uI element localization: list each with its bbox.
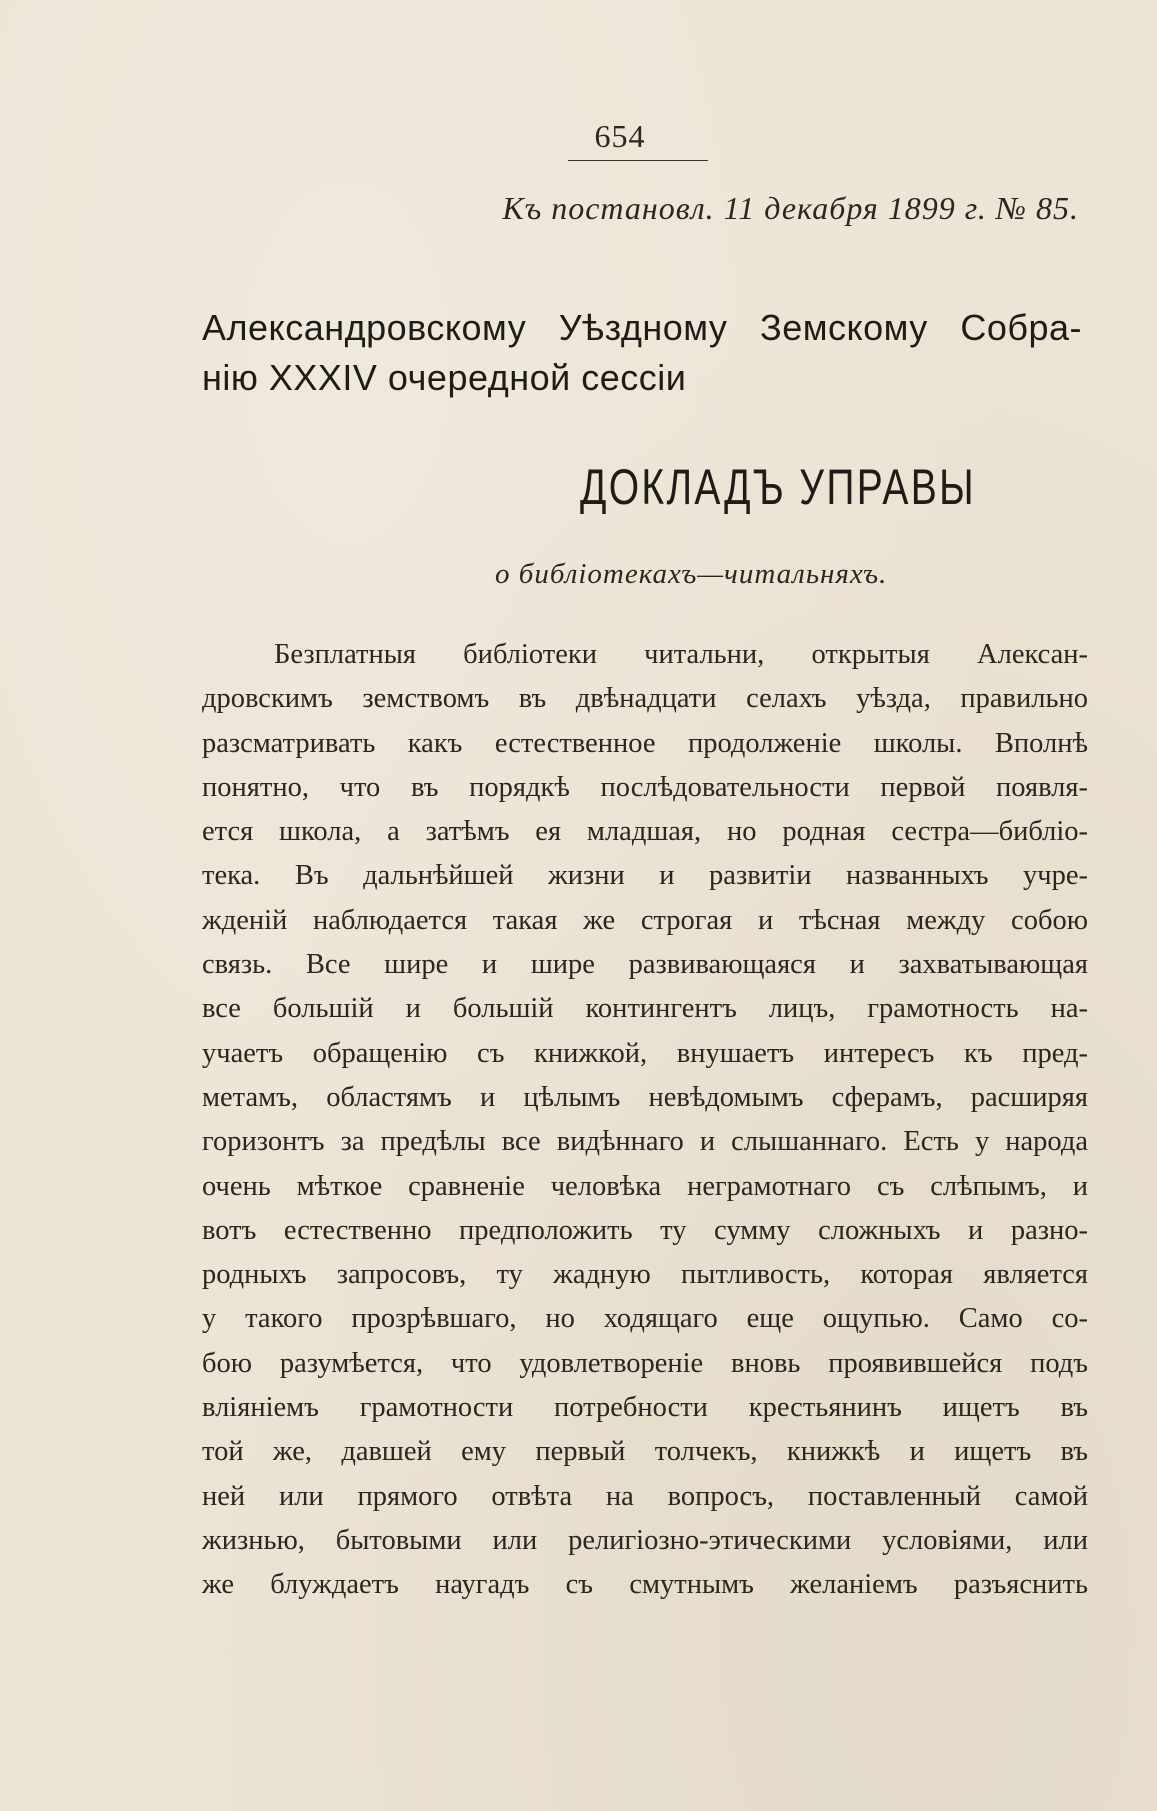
- body-line: понятно, что въ порядкѣ послѣдовательности первой появля-: [202, 771, 1088, 803]
- body-line: связь. Все шире и шире развивающаяся и захватывающая: [202, 949, 1088, 981]
- address-line-1: Александровскому Уѣздному Земскому Собра-: [202, 307, 1082, 348]
- body-line: бою разумѣется, что удовлетвореніе вновь проявившейся подъ: [202, 1347, 1088, 1379]
- body-paragraph: [202, 633, 1088, 1608]
- page-number: 654: [594, 118, 646, 154]
- body-line: дровскимъ земствомъ въ двѣнадцати селахъ уѣзда, правильно: [202, 683, 1088, 715]
- body-line: у такого прозрѣвшаго, но ходящаго еще ощупью. Само со-: [202, 1303, 1088, 1335]
- body-line: ней или прямого отвѣта на вопросъ, поставленный самой: [202, 1480, 1088, 1512]
- resolution-reference: Къ постановл. 11 декабря 1899 г. № 85.: [502, 190, 1079, 226]
- address-line-2: нію XXXIV очередной сессіи: [202, 357, 687, 398]
- body-line: все большій и большій контингентъ лицъ, грамотность на-: [202, 993, 1088, 1025]
- body-line: горизонтъ за предѣлы все видѣннаго и слышаннаго. Есть у народа: [202, 1126, 1088, 1158]
- body-line: родныхъ запросовъ, ту жадную пытливость, которая является: [202, 1259, 1088, 1291]
- body-line: разсматривать какъ естественное продолженіе школы. Вполнѣ: [202, 727, 1088, 759]
- body-line: жденій наблюдается такая же строгая и тѣсная между собою: [202, 904, 1088, 936]
- body-line: очень мѣткое сравненіе человѣка неграмотнаго съ слѣпымъ, и: [202, 1170, 1088, 1202]
- body-line: метамъ, областямъ и цѣлымъ невѣдомымъ сферамъ, расширяя: [202, 1081, 1088, 1113]
- address-heading: [202, 303, 1082, 403]
- report-title: ДОКЛАДЪ УПРАВЫ: [580, 459, 977, 515]
- report-subtitle: о библіотекахъ—читальняхъ.: [495, 558, 888, 590]
- body-line: вотъ естественно предположить ту сумму сложныхъ и разно-: [202, 1214, 1088, 1246]
- body-line: той же, давшей ему первый толчекъ, книжкѣ и ищетъ въ: [202, 1436, 1088, 1468]
- body-line: ется школа, а затѣмъ ея младшая, но родная сестра—библіо-: [202, 816, 1088, 848]
- body-line: вліяніемъ грамотности потребности крестьянинъ ищетъ въ: [202, 1392, 1088, 1424]
- page-number-rule: [568, 160, 708, 161]
- body-line: Безплатныя библіотеки читальни, открытыя Алексан-: [274, 639, 1088, 670]
- body-line: жизнью, бытовыми или религіозно-этическими условіями, или: [202, 1524, 1088, 1556]
- body-line: тека. Въ дальнѣйшей жизни и развитіи названныхъ учре-: [202, 860, 1088, 892]
- body-line: учаетъ обращенію съ книжкой, внушаетъ интересъ къ пред-: [202, 1037, 1088, 1069]
- body-line: же блуждаетъ наугадъ съ смутнымъ желаніемъ разъяснить: [202, 1569, 1088, 1601]
